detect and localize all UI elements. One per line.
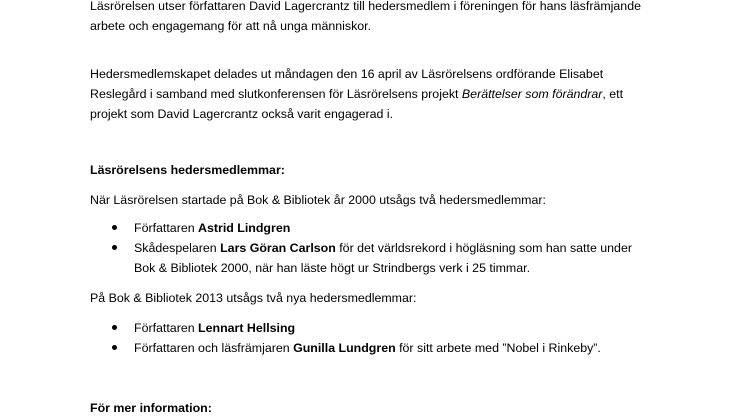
member-name: Lennart Hellsing	[198, 321, 296, 335]
award-line-2-end: , ett	[602, 87, 624, 101]
intro-paragraph	[90, 0, 690, 36]
award-line-1: Hedersmedlemskapet delades ut måndagen den 16 april av Läsrörelsens ordförande Elisabet	[90, 67, 604, 81]
item-prefix: Författaren och läsfrämjaren	[134, 341, 294, 355]
year-2000-intro: När Läsrörelsen startade på Bok & Bibliotek år 2000 utsågs två hedersmedlemmar:	[90, 193, 546, 207]
bullet-icon	[112, 325, 117, 330]
year-2013-intro: På Bok & Bibliotek 2013 utsågs två nya hedersmedlemmar:	[90, 291, 417, 305]
award-line-2-text: Reslegård i samband med slutkonferensen för Läsrörelsens projekt	[90, 87, 462, 101]
item-suffix: för sitt arbete med ”Nobel i Rinkeby”.	[395, 341, 601, 355]
bullet-icon	[112, 225, 117, 230]
member-name: Astrid Lindgren	[198, 221, 291, 235]
award-line-2	[90, 84, 690, 104]
item-prefix: Författaren	[134, 321, 199, 335]
item-line-2: Bok & Bibliotek 2000, när han läste högt ur Strindbergs verk i 25 timmar.	[134, 261, 531, 275]
list-item	[90, 238, 690, 278]
year-2013-list	[90, 318, 690, 358]
list-item	[90, 318, 690, 338]
item-prefix: Skådespelaren	[134, 241, 221, 255]
member-name: Lars Göran Carlson	[220, 241, 336, 255]
list-item	[90, 218, 690, 238]
members-heading: Läsrörelsens hedersmedlemmar:	[90, 163, 285, 177]
item-prefix: Författaren	[134, 221, 199, 235]
intro-line-1: Läsrörelsen utser författaren David Lagercrantz till hedersmedlem i föreningen för hans läsfrämjande	[90, 0, 641, 13]
more-info-heading: För mer information:	[90, 401, 212, 415]
member-name: Gunilla Lundgren	[293, 341, 396, 355]
bullet-icon	[112, 345, 117, 350]
award-paragraph	[90, 64, 690, 124]
item-suffix: för det världsrekord i högläsning som han satte under	[335, 241, 632, 255]
list-item	[90, 338, 690, 358]
item-line-1	[134, 238, 690, 258]
project-title: Berättelser som förändrar	[461, 87, 603, 101]
award-line-3: projekt som David Lagercrantz också varit engagerad i.	[90, 107, 394, 121]
bullet-icon	[112, 245, 117, 250]
intro-line-2: arbete och engagemang för att nå unga människor.	[90, 19, 372, 33]
year-2000-list	[90, 218, 690, 278]
